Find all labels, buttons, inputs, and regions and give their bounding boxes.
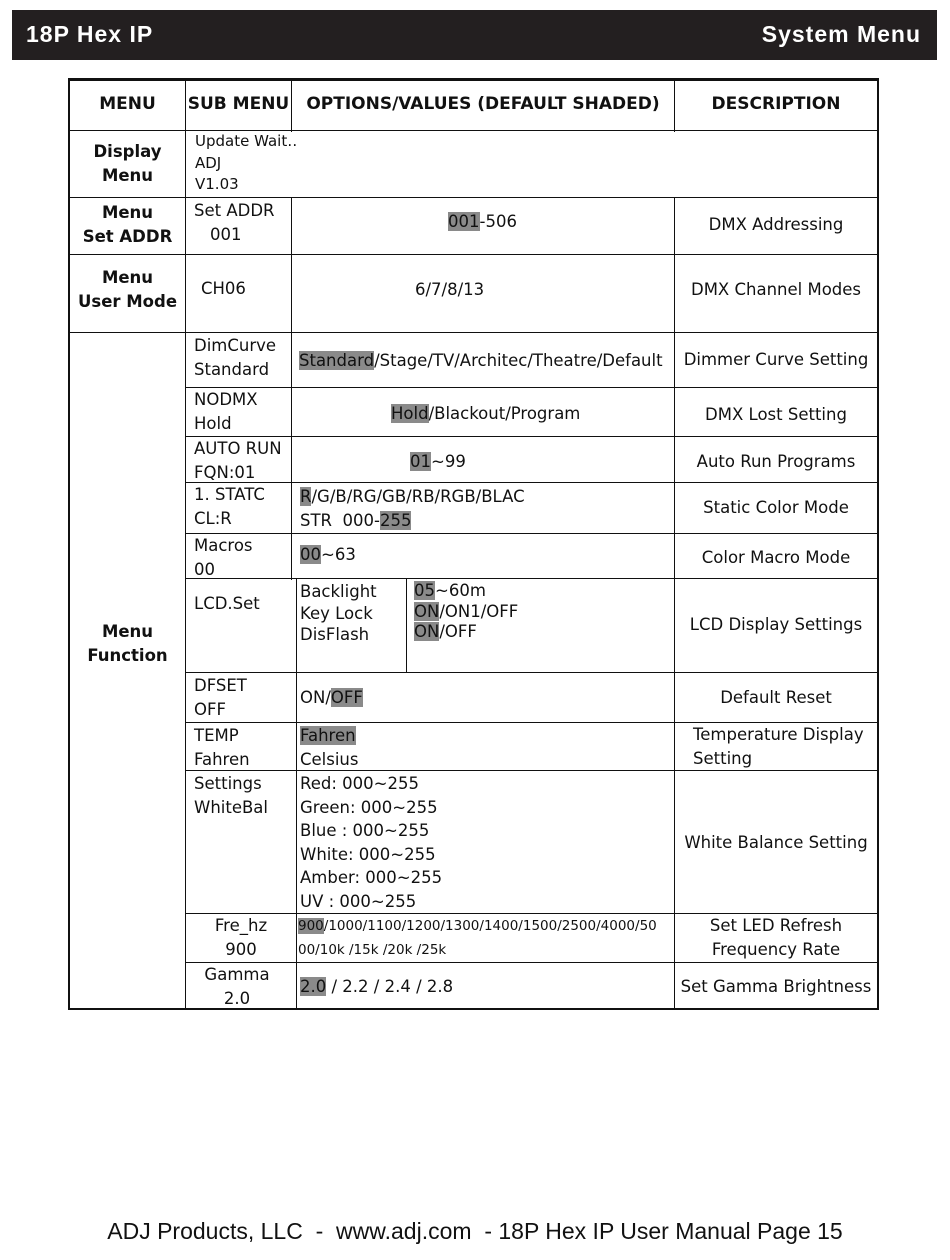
lcd-submenu: LCD.Set — [194, 594, 260, 613]
gamma-description: Set Gamma Brightness — [680, 977, 872, 996]
section-title: System Menu — [761, 21, 921, 47]
menu-display: Display Menu — [93, 142, 162, 185]
dfset-description: Default Reset — [720, 688, 832, 707]
lcd-option-values: 05~60m ON/ON1/OFF ON/OFF — [414, 581, 519, 641]
gamma-submenu: Gamma 2.0 — [204, 965, 270, 1008]
display-submenu: Update Wait‥ ADJ V1.03 — [195, 132, 298, 193]
dfset-options: ON/OFF — [300, 688, 363, 707]
lcd-option-labels: Backlight Key Lock DisFlash — [300, 582, 377, 644]
wb-options: Red: 000~255 Green: 000~255 Blue : 000~255 White: 000~255 Amber: 000~255 UV : 000~255 — [300, 774, 443, 911]
wb-description: White Balance Setting — [684, 833, 868, 852]
nodmx-options: Hold/Blackout/Program — [391, 404, 581, 423]
col-header-menu: MENU — [99, 94, 156, 114]
freq-options: 900/1000/1100/1200/1300/1400/1500/2500/4000/50 00/10k /15k /20k /25k — [298, 918, 657, 958]
statc-options: R/G/B/RG/GB/RB/RGB/BLAC STR 000-255 — [300, 487, 525, 530]
product-title: 18P Hex IP — [26, 21, 154, 47]
lcd-description: LCD Display Settings — [689, 615, 863, 634]
macros-description: Color Macro Mode — [701, 548, 851, 567]
macros-submenu: Macros 00 — [194, 536, 253, 579]
freq-submenu: Fre_hz 900 — [214, 916, 268, 959]
mode-submenu: CH06 — [201, 279, 246, 298]
macros-options: 00~63 — [300, 545, 356, 564]
nodmx-submenu: NODMX Hold — [194, 390, 258, 433]
addr-description: DMX Addressing — [708, 215, 844, 234]
col-header-submenu: SUB MENU — [187, 94, 290, 114]
col-header-options: OPTIONS/VALUES (DEFAULT SHADED) — [306, 94, 660, 114]
nodmx-description: DMX Lost Setting — [705, 405, 847, 424]
temp-description: Temperature Display Setting — [693, 725, 864, 768]
col-header-description: DESCRIPTION — [711, 94, 841, 114]
page-footer: ADJ Products, LLC - www.adj.com - 18P Hex IP User Manual Page 15 — [107, 1218, 843, 1244]
mode-options: 6/7/8/13 — [415, 280, 485, 299]
addr-options: 001-506 — [448, 212, 517, 231]
statc-submenu: 1. STATC CL:R — [194, 485, 265, 528]
gamma-options: 2.0 / 2.2 / 2.4 / 2.8 — [300, 977, 454, 996]
menu-set-addr: Menu Set ADDR — [82, 203, 173, 246]
temp-options: Fahren Celsius — [300, 726, 359, 769]
menu-user-mode: Menu User Mode — [77, 268, 178, 311]
auto-options: 01~99 — [410, 452, 466, 471]
dim-submenu: DimCurve Standard — [194, 336, 277, 379]
wb-submenu: Settings WhiteBal — [194, 774, 268, 817]
auto-description: Auto Run Programs — [696, 452, 856, 471]
mode-description: DMX Channel Modes — [690, 280, 862, 299]
temp-submenu: TEMP Fahren — [194, 726, 250, 769]
addr-submenu: Set ADDR 001 — [194, 201, 275, 244]
freq-description: Set LED Refresh Frequency Rate — [709, 916, 843, 959]
auto-submenu: AUTO RUN FQN:01 — [194, 439, 282, 482]
statc-description: Static Color Mode — [703, 498, 849, 517]
menu-function: Menu Function — [87, 622, 168, 665]
dfset-submenu: DFSET OFF — [194, 676, 247, 719]
dim-description: Dimmer Curve Setting — [683, 350, 869, 369]
dim-options: Standard/Stage/TV/Architec/Theatre/Default — [299, 351, 663, 370]
